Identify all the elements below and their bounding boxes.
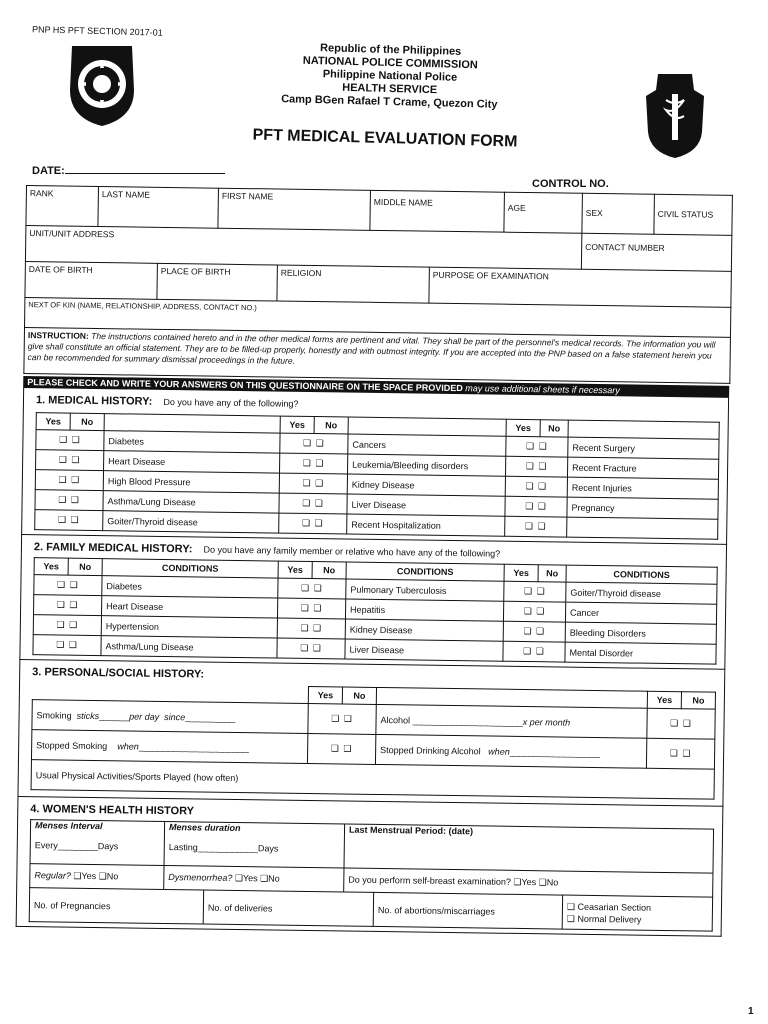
family-history-section — [19, 535, 727, 670]
yes-no-checkbox[interactable]: ❏ ❏ — [34, 575, 102, 596]
header-line5: Camp BGen Rafael T Crame, Quezon City — [281, 93, 498, 111]
yes-no-checkbox[interactable]: ❏ ❏ — [647, 708, 715, 739]
rank-field[interactable]: RANK — [26, 186, 99, 227]
last-period-field[interactable]: Last Menstrual Period: (date) — [344, 824, 714, 873]
yes-no-checkbox[interactable]: ❏ ❏ — [36, 430, 104, 451]
header — [229, 40, 551, 113]
medical-history-title: 1. MEDICAL HISTORY: Do you have any of the following? — [35, 394, 299, 409]
family-history-table: Yes No CONDITIONS Yes No CONDITIONS Yes No CONDITIONS ❏ ❏ Diabetes ❏ ❏ Pulmonary Tuberculosis ❏ ❏ Goiter/Thyroid disease ❏ ❏ Heart Disease ❏ ❏ Hepatitis ❏ ❏ Cancer ❏ ❏ Hypertension ❏ ❏ Kidney Disease ❏ ❏ Bleeding Disorders ❏ ❏ Asthma/Lung Disease ❏ ❏ Liver Disease ❏ ❏ Mental Disorder — [32, 557, 717, 665]
health-service-logo — [644, 70, 706, 160]
header-line3: Philippine National Police — [322, 68, 458, 84]
yes-no-checkbox[interactable]: ❏ ❏ — [35, 510, 103, 531]
pnp-logo — [64, 40, 140, 128]
header-line2: NATIONAL POLICE COMMISSION — [302, 54, 478, 72]
activities-field[interactable]: Usual Physical Activities/Sports Played (how often) — [31, 760, 714, 800]
yes-no-checkbox[interactable]: ❏ ❏ — [503, 621, 565, 642]
first-name-field[interactable]: FIRST NAME — [218, 188, 371, 230]
yes-no-checkbox[interactable]: ❏ ❏ — [35, 470, 103, 491]
social-history-title: 3. PERSONAL/SOCIAL HISTORY: — [32, 666, 205, 681]
yes-no-checkbox[interactable]: ❏ ❏ — [504, 581, 566, 602]
date-field[interactable] — [32, 165, 225, 177]
yes-no-checkbox[interactable]: ❏ ❏ — [280, 433, 348, 454]
header-line1: Republic of the Philippines — [319, 42, 462, 58]
personal-info-table — [23, 185, 733, 384]
medical-history-table: Yes No Yes No Yes No ❏ ❏ Diabetes ❏ ❏ Cancers ❏ ❏ Recent Surgery ❏ ❏ Heart Disease ❏ ❏ Leukemia/Bleeding disorders ❏ ❏ Recent Fracture ❏ ❏ High Blood Pressure ❏ ❏ Kidney Disease ❏ ❏ Recent Injuries ❏ ❏ Asthma/Lung Disease ❏ ❏ Liver Disease ❏ ❏ Pregnancy ❏ ❏ Goiter/Thyroid disease ❏ ❏ Recent Hospitalization ❏ ❏ — [34, 412, 720, 540]
sex-field[interactable]: SEX — [582, 193, 655, 234]
yes-no-checkbox[interactable]: ❏ ❏ — [33, 635, 101, 656]
pob-field[interactable]: PLACE OF BIRTH — [157, 263, 277, 301]
yes-no-checkbox[interactable]: ❏ ❏ — [35, 490, 103, 511]
purpose-field[interactable]: PURPOSE OF EXAMINATION — [429, 267, 731, 307]
delivery-type-field[interactable]: ❏ Ceasarian Section ❏ Normal Delivery — [562, 895, 712, 931]
pregnancies-field[interactable]: No. of Pregnancies — [29, 888, 203, 924]
dysmenorrhea-field[interactable]: Dysmenorrhea? ❏Yes ❏No — [164, 865, 344, 892]
smoking-field[interactable]: Smoking sticks______per day since__________ — [32, 700, 308, 734]
table-row: ❏ ❏ High Blood Pressure ❏ ❏ Kidney Disease ❏ ❏ Recent Injuries — [35, 470, 718, 500]
self-breast-field[interactable]: Do you perform self-breast examination? ❏Yes ❏No — [344, 868, 713, 897]
middle-name-field[interactable]: MIDDLE NAME — [370, 190, 505, 232]
instruction-label: INSTRUCTION: — [27, 330, 89, 341]
last-name-field[interactable]: LAST NAME — [98, 187, 219, 229]
religion-field[interactable]: RELIGION — [277, 265, 430, 303]
instructions-banner: PLEASE CHECK AND WRITE YOUR ANSWERS ON THIS QUESTIONNAIRE ON THE SPACE PROVIDED may use additional sheets if necessary — [23, 376, 729, 398]
yes-no-checkbox[interactable]: ❏ ❏ — [505, 456, 567, 477]
contact-number-field[interactable]: CONTACT NUMBER — [581, 233, 731, 271]
regular-field[interactable]: Regular? ❏Yes ❏No — [30, 864, 164, 890]
yes-no-checkbox[interactable]: ❏ ❏ — [307, 733, 375, 764]
menses-interval-field[interactable]: Menses Interval Every________Days — [30, 820, 165, 866]
yes-no-checkbox[interactable]: ❏ ❏ — [280, 453, 348, 474]
table-row: ❏ ❏ Heart Disease ❏ ❏ Leukemia/Bleeding disorders ❏ ❏ Recent Fracture — [36, 450, 719, 480]
medical-history-section — [21, 388, 729, 545]
yes-no-checkbox[interactable]: ❏ ❏ — [277, 638, 345, 659]
instruction-text: The instructions contained hereto and in the other medical forms are pertinent and vital. They shall be part of the personnel's medical records. The information you will give shall constitute an official statement. They are to be filled-up properly, honestly and with outmost integrity. If you are accepted into the PNP based on a false statement herein you can be recommended for summary dismissal proceedings in the future. — [27, 330, 716, 366]
yes-no-checkbox[interactable]: ❏ ❏ — [34, 595, 102, 616]
womens-health-table — [29, 819, 714, 932]
table-row: ❏ ❏ Diabetes ❏ ❏ Cancers ❏ ❏ Recent Surgery — [36, 430, 719, 460]
stopped-drinking-field[interactable]: Stopped Drinking Alcohol when__________________ — [375, 734, 646, 768]
form-title: PFT MEDICAL EVALUATION FORM — [252, 126, 518, 151]
yes-no-checkbox[interactable]: ❏ ❏ — [277, 598, 345, 619]
yes-no-checkbox[interactable]: ❏ ❏ — [308, 703, 376, 734]
page-number: 1 — [748, 1006, 754, 1017]
alcohol-field[interactable]: Alcohol ______________________x per month — [376, 704, 647, 738]
stopped-smoking-field[interactable]: Stopped Smoking when______________________ — [31, 730, 307, 764]
yes-no-checkbox[interactable]: ❏ ❏ — [278, 578, 346, 599]
table-row: ❏ ❏ Asthma/Lung Disease ❏ ❏ Liver Disease ❏ ❏ Mental Disorder — [33, 635, 716, 665]
deliveries-field[interactable]: No. of deliveries — [203, 890, 373, 926]
yes-no-checkbox[interactable]: ❏ ❏ — [505, 476, 567, 497]
yes-no-checkbox[interactable]: ❏ ❏ — [503, 641, 565, 662]
yes-no-checkbox[interactable]: ❏ ❏ — [503, 601, 565, 622]
yes-no-checkbox[interactable]: ❏ ❏ — [506, 436, 568, 457]
womens-health-section — [16, 797, 724, 937]
table-row: ❏ ❏ Hypertension ❏ ❏ Kidney Disease ❏ ❏ Bleeding Disorders — [33, 615, 716, 645]
table-row: ❏ ❏ Heart Disease ❏ ❏ Hepatitis ❏ ❏ Cancer — [34, 595, 717, 625]
age-field[interactable]: AGE — [504, 192, 583, 233]
yes-no-checkbox[interactable]: ❏ ❏ — [646, 738, 714, 769]
menses-duration-field[interactable]: Menses duration Lasting____________Days — [164, 821, 345, 868]
yes-no-checkbox[interactable]: ❏ ❏ — [279, 513, 347, 534]
form-body — [16, 185, 732, 937]
dob-field[interactable]: DATE OF BIRTH — [25, 261, 157, 299]
social-history-section — [17, 660, 725, 807]
yes-no-checkbox[interactable]: ❏ ❏ — [279, 493, 347, 514]
control-number-label: CONTROL NO. — [532, 178, 609, 190]
table-row: ❏ ❏ Asthma/Lung Disease ❏ ❏ Liver Disease ❏ ❏ Pregnancy — [35, 490, 718, 520]
social-history-table: Yes No Yes No Smoking sticks______per day since__________ ❏ ❏ Alcohol ______________________x per month ❏ ❏ Stopped Smoking when______________________ ❏ ❏ Stopped Drinking Alcohol when__________________ ❏ ❏ Usual Physical Activities/Sports Played (how often) — [31, 682, 716, 800]
family-history-title: 2. FAMILY MEDICAL HISTORY: Do you have any family member or relative who have any of the following? — [33, 541, 501, 559]
next-of-kin-field[interactable]: NEXT OF KIN (NAME, RELATIONSHIP, ADDRESS, CONTACT NO.) — [25, 297, 731, 337]
yes-no-checkbox[interactable]: ❏ ❏ — [33, 615, 101, 636]
family-history-question: Do you have any family member or relative who have any of the following? — [203, 544, 501, 559]
form-code: PNP HS PFT SECTION 2017-01 — [31, 24, 163, 38]
medical-history-question: Do you have any of the following? — [163, 396, 299, 409]
yes-no-checkbox[interactable]: ❏ ❏ — [279, 473, 347, 494]
civil-status-field[interactable]: CIVIL STATUS — [654, 194, 733, 235]
header-line4: HEALTH SERVICE — [342, 81, 438, 97]
unit-address-field[interactable]: UNIT/UNIT ADDRESS — [25, 226, 581, 270]
date-line[interactable] — [65, 173, 225, 174]
yes-no-checkbox[interactable]: ❏ ❏ — [505, 496, 567, 517]
table-row: ❏ ❏ Goiter/Thyroid disease ❏ ❏ Recent Hospitalization ❏ ❏ — [35, 510, 718, 540]
instruction-box — [24, 327, 731, 383]
table-row: ❏ ❏ Diabetes ❏ ❏ Pulmonary Tuberculosis ❏ ❏ Goiter/Thyroid disease — [34, 575, 717, 605]
yes-no-checkbox[interactable]: ❏ ❏ — [505, 516, 567, 537]
abortions-field[interactable]: No. of abortions/miscarriages — [373, 892, 562, 929]
womens-health-title: 4. WOMEN'S HEALTH HISTORY — [30, 803, 195, 818]
yes-no-checkbox[interactable]: ❏ ❏ — [36, 450, 104, 471]
date-label: DATE: — [32, 165, 65, 177]
yes-no-checkbox[interactable]: ❏ ❏ — [277, 618, 345, 639]
